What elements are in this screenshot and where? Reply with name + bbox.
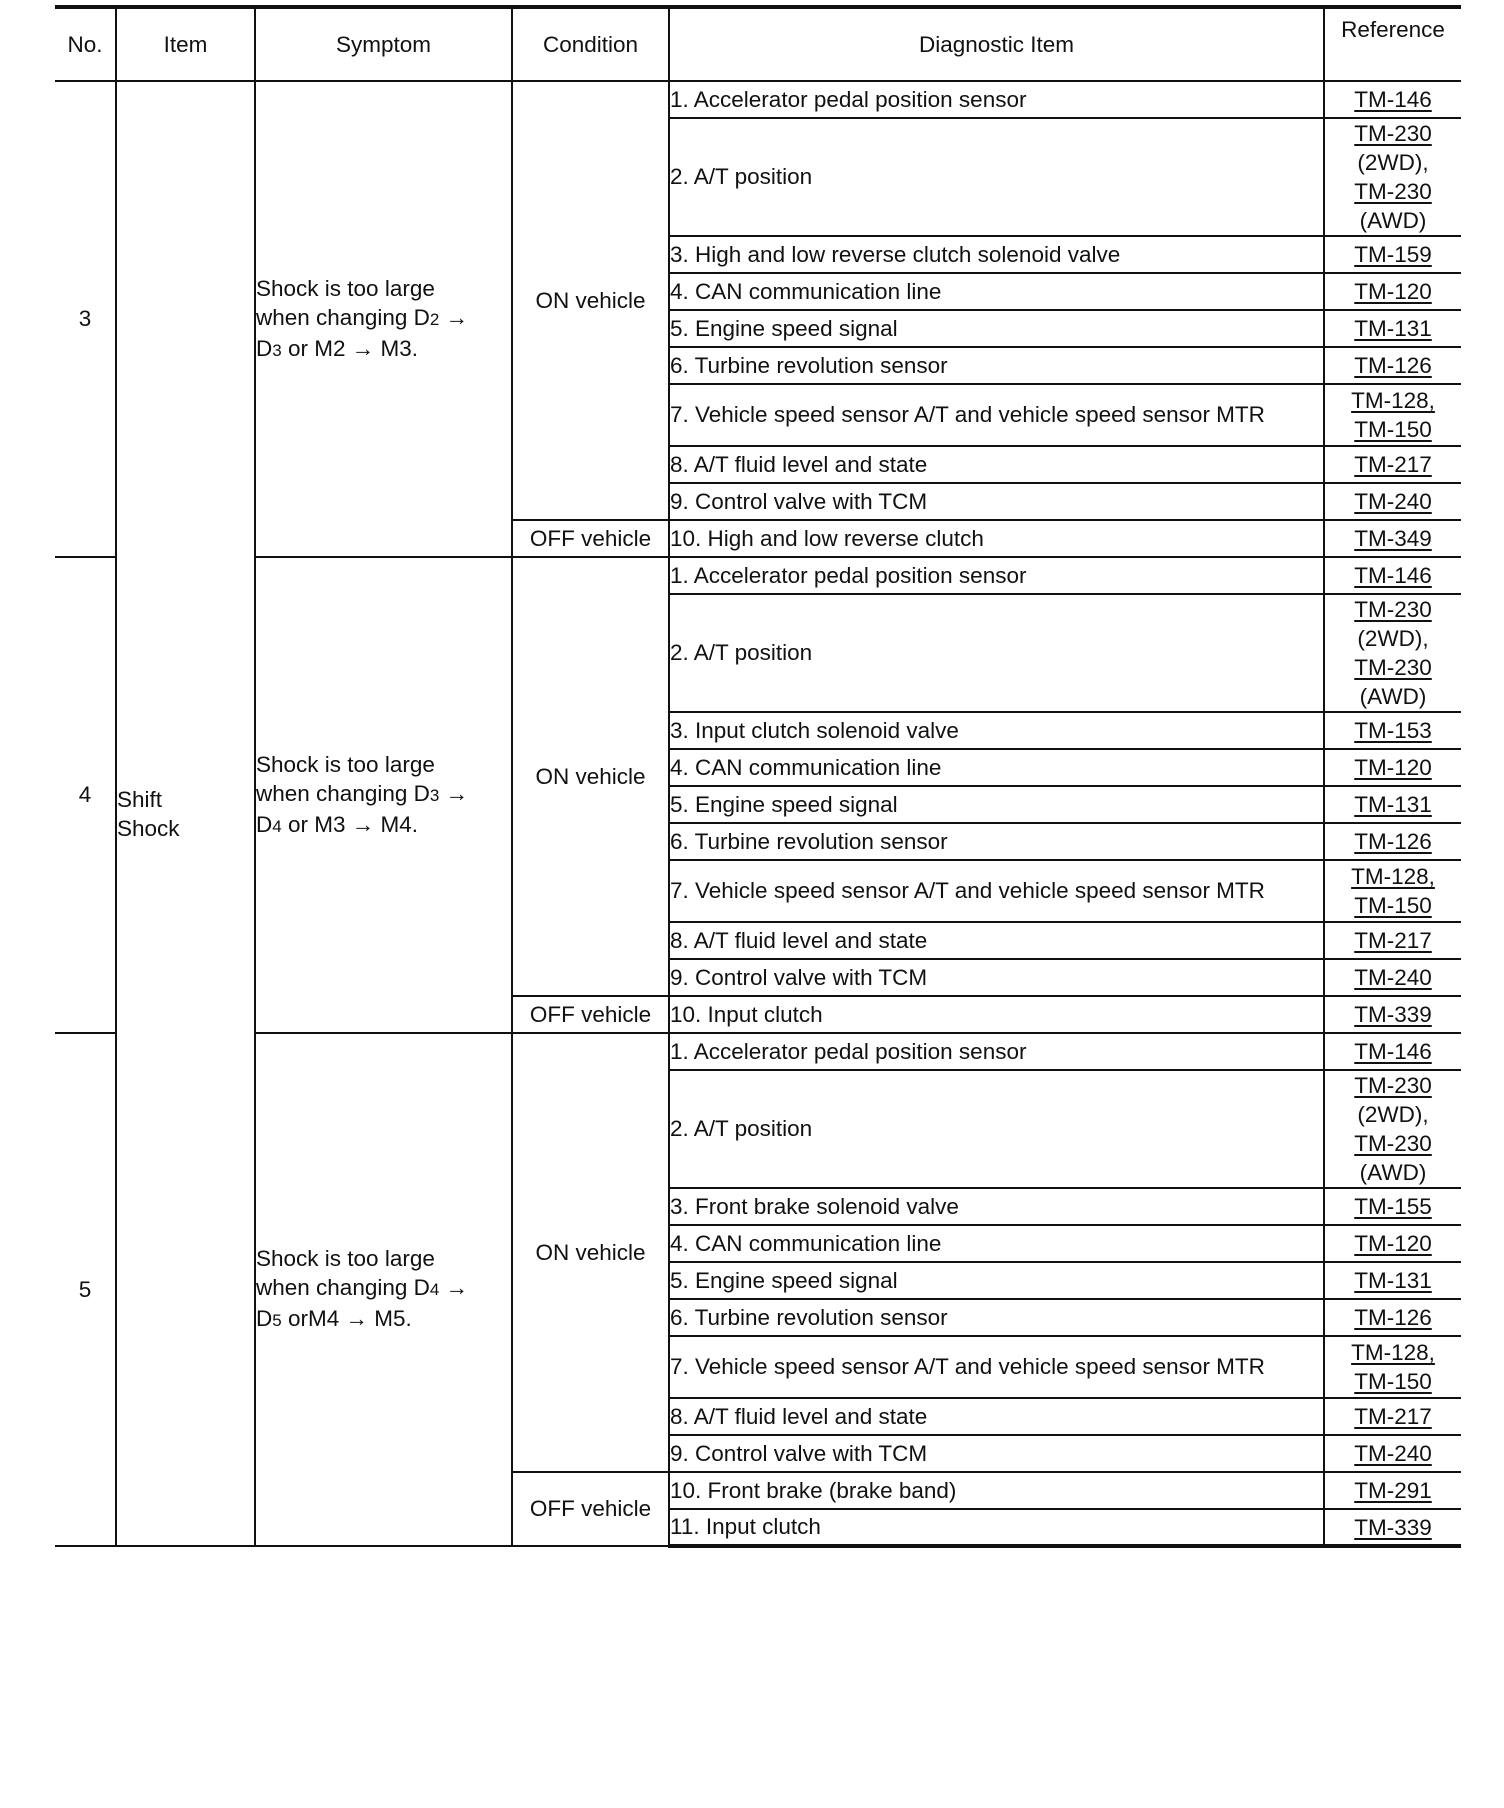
reference-cell (1324, 236, 1461, 273)
symptom-line: Shock is too large (256, 751, 435, 777)
diagnostic-item: 3. High and low reverse clutch solenoid valve (669, 236, 1324, 273)
diagnostic-item: 5. Engine speed signal (669, 1262, 1324, 1299)
diagnostic-item: 5. Engine speed signal (669, 786, 1324, 823)
reference-link[interactable]: TM-217 (1354, 1404, 1432, 1429)
reference-cell (1324, 1336, 1461, 1398)
diagnostic-item: 7. Vehicle speed sensor A/T and vehicle speed sensor MTR (669, 384, 1324, 446)
reference-link[interactable]: TM-126 (1354, 353, 1432, 378)
reference-cell (1324, 786, 1461, 823)
reference-cell (1324, 1225, 1461, 1262)
reference-cell (1324, 557, 1461, 594)
reference-cell (1324, 384, 1461, 446)
reference-cell (1324, 594, 1461, 712)
symptom-line (256, 334, 511, 365)
reference-cell (1324, 749, 1461, 786)
diagnostic-item: 1. Accelerator pedal position sensor (669, 557, 1324, 594)
reference-link[interactable]: TM-126 (1354, 1305, 1432, 1330)
table-row (55, 1033, 1461, 1070)
symptom-text: D (256, 1306, 273, 1331)
header-diagnostic-item: Diagnostic Item (669, 7, 1324, 81)
diagnostic-item: 2. A/T position (669, 1070, 1324, 1188)
reference-link[interactable]: TM-339 (1354, 1002, 1432, 1027)
reference-link[interactable]: TM-150 (1354, 1369, 1432, 1394)
diagnostic-item: 11. Input clutch (669, 1509, 1324, 1546)
reference-link[interactable]: TM-349 (1354, 526, 1432, 551)
reference-link[interactable]: TM-230 (1354, 179, 1432, 204)
reference-cell (1324, 1299, 1461, 1336)
symptom-text: when changing D (256, 1275, 430, 1300)
symptom-text: when changing D (256, 780, 430, 806)
reference-cell (1324, 520, 1461, 557)
symptom-text: D (256, 335, 273, 361)
symptom-text: orM4 → M5. (281, 1306, 412, 1331)
reference-cell (1324, 823, 1461, 860)
diagnostic-item: 7. Vehicle speed sensor A/T and vehicle speed sensor MTR (669, 1336, 1324, 1398)
diagnostic-item: 8. A/T fluid level and state (669, 1398, 1324, 1435)
gear-subscript: 3 (272, 340, 282, 360)
reference-cell (1324, 959, 1461, 996)
table-body (55, 81, 1461, 1546)
reference-link[interactable]: TM-217 (1354, 452, 1432, 477)
gear-subscript: 4 (429, 1280, 440, 1299)
reference-cell (1324, 1509, 1461, 1546)
reference-note: (AWD) (1359, 684, 1427, 709)
reference-link[interactable]: TM-120 (1354, 279, 1432, 304)
symptom-text: when changing D (256, 304, 430, 330)
reference-link[interactable]: TM-120 (1354, 1231, 1432, 1256)
diagnostic-item: 6. Turbine revolution sensor (669, 823, 1324, 860)
reference-cell (1324, 483, 1461, 520)
reference-link[interactable]: TM-131 (1354, 792, 1432, 817)
header-condition: Condition (512, 7, 669, 81)
reference-link[interactable]: TM-150 (1354, 893, 1432, 918)
reference-link[interactable]: TM-126 (1354, 829, 1432, 854)
row-number: 4 (55, 557, 116, 1033)
reference-link[interactable]: TM-153 (1354, 718, 1432, 743)
reference-cell (1324, 81, 1461, 118)
diagnostic-item: 5. Engine speed signal (669, 310, 1324, 347)
header-reference: Reference (1324, 7, 1461, 81)
gear-subscript: 3 (429, 785, 440, 805)
table-row (55, 81, 1461, 118)
diagnostic-item: 8. A/T fluid level and state (669, 922, 1324, 959)
condition-on-vehicle: ON vehicle (512, 557, 669, 996)
reference-link[interactable]: TM-240 (1354, 965, 1432, 990)
diagnostic-item: 1. Accelerator pedal position sensor (669, 1033, 1324, 1070)
reference-link[interactable]: TM-131 (1354, 1268, 1432, 1293)
reference-cell (1324, 1033, 1461, 1070)
diagnostic-item: 7. Vehicle speed sensor A/T and vehicle speed sensor MTR (669, 860, 1324, 922)
diagnostic-item: 9. Control valve with TCM (669, 483, 1324, 520)
symptom-text: → (439, 1275, 469, 1300)
diagnostic-item: 1. Accelerator pedal position sensor (669, 81, 1324, 118)
reference-link[interactable]: TM-146 (1354, 563, 1432, 588)
condition-on-vehicle: ON vehicle (512, 1033, 669, 1472)
diagnostic-table-sheet (55, 5, 1461, 1548)
item-label-line: Shock (117, 815, 180, 841)
reference-cell (1324, 118, 1461, 236)
symptom-line (256, 1304, 511, 1335)
reference-link[interactable]: TM-230 (1354, 1131, 1432, 1156)
symptom-text: → (439, 304, 469, 330)
diagnostic-item: 3. Front brake solenoid valve (669, 1188, 1324, 1225)
reference-note: (AWD) (1359, 208, 1427, 233)
condition-off-vehicle: OFF vehicle (512, 996, 669, 1033)
reference-cell (1324, 922, 1461, 959)
row-number: 5 (55, 1033, 116, 1546)
diagnostic-item: 9. Control valve with TCM (669, 959, 1324, 996)
diagnostic-item: 2. A/T position (669, 594, 1324, 712)
reference-note: (2WD), (1357, 626, 1429, 651)
reference-cell (1324, 860, 1461, 922)
gear-subscript: 2 (429, 309, 440, 329)
symptom-cell (255, 557, 512, 1033)
condition-off-vehicle: OFF vehicle (512, 520, 669, 557)
symptom-line: Shock is too large (256, 275, 435, 301)
reference-link[interactable]: TM-128, (1351, 388, 1435, 413)
reference-link[interactable]: TM-120 (1354, 755, 1432, 780)
symptom-line (256, 303, 511, 334)
diagnostic-item: 3. Input clutch solenoid valve (669, 712, 1324, 749)
reference-link[interactable]: TM-339 (1354, 1514, 1432, 1540)
diagnostic-item: 10. High and low reverse clutch (669, 520, 1324, 557)
reference-link[interactable]: TM-291 (1354, 1478, 1432, 1503)
symptom-text: D (256, 811, 273, 837)
reference-link[interactable]: TM-146 (1354, 1039, 1432, 1064)
reference-cell (1324, 1472, 1461, 1509)
reference-cell (1324, 996, 1461, 1033)
condition-off-vehicle: OFF vehicle (512, 1472, 669, 1546)
diagnostic-item: 10. Input clutch (669, 996, 1324, 1033)
symptom-line (256, 1273, 511, 1304)
reference-link[interactable]: TM-240 (1354, 1441, 1432, 1466)
symptom-line (256, 810, 511, 841)
reference-cell (1324, 1262, 1461, 1299)
symptom-text: → (439, 780, 469, 806)
reference-link[interactable]: TM-217 (1354, 928, 1432, 953)
symptom-text: or M2 → M3. (281, 335, 418, 361)
reference-link[interactable]: TM-159 (1354, 242, 1432, 267)
diagnostic-item: 4. CAN communication line (669, 749, 1324, 786)
reference-link[interactable]: TM-128, (1351, 864, 1435, 889)
reference-cell (1324, 273, 1461, 310)
gear-subscript: 4 (272, 816, 282, 836)
reference-link[interactable]: TM-230 (1354, 597, 1432, 622)
reference-cell (1324, 347, 1461, 384)
gear-subscript: 5 (272, 1311, 282, 1330)
reference-cell (1324, 310, 1461, 347)
diagnostic-item: 2. A/T position (669, 118, 1324, 236)
reference-note: (AWD) (1359, 1160, 1427, 1185)
condition-on-vehicle: ON vehicle (512, 81, 669, 520)
reference-link[interactable]: TM-230 (1354, 1073, 1432, 1098)
reference-link[interactable]: TM-146 (1354, 87, 1432, 112)
diagnostic-item: 6. Turbine revolution sensor (669, 347, 1324, 384)
reference-cell (1324, 1435, 1461, 1472)
reference-link[interactable]: TM-128, (1351, 1340, 1435, 1365)
symptom-cell (255, 1033, 512, 1546)
reference-cell (1324, 1070, 1461, 1188)
item-label-line: Shift (117, 786, 163, 812)
reference-note: (2WD), (1357, 150, 1429, 175)
table-row (55, 557, 1461, 594)
diagnostic-item: 6. Turbine revolution sensor (669, 1299, 1324, 1336)
reference-note: (2WD), (1357, 1102, 1429, 1127)
reference-link[interactable]: TM-230 (1354, 121, 1432, 146)
diagnostic-item: 4. CAN communication line (669, 273, 1324, 310)
header-item: Item (116, 7, 255, 81)
reference-cell (1324, 712, 1461, 749)
reference-cell (1324, 446, 1461, 483)
reference-link[interactable]: TM-155 (1354, 1194, 1432, 1219)
reference-cell (1324, 1188, 1461, 1225)
reference-link[interactable]: TM-230 (1354, 655, 1432, 680)
reference-cell (1324, 1398, 1461, 1435)
symptom-text: or M3 → M4. (281, 811, 418, 837)
header-no: No. (55, 7, 116, 81)
reference-link[interactable]: TM-240 (1354, 489, 1432, 514)
table-header-row (55, 7, 1461, 81)
symptom-cell (255, 81, 512, 557)
item-cell (116, 81, 255, 1546)
symptom-line: Shock is too large (256, 1246, 435, 1271)
reference-link[interactable]: TM-131 (1354, 316, 1432, 341)
diagnostic-item: 9. Control valve with TCM (669, 1435, 1324, 1472)
shift-shock-diagnostic-table (55, 5, 1461, 1548)
diagnostic-item: 10. Front brake (brake band) (669, 1472, 1324, 1509)
header-symptom: Symptom (255, 7, 512, 81)
reference-link[interactable]: TM-150 (1354, 417, 1432, 442)
diagnostic-item: 8. A/T fluid level and state (669, 446, 1324, 483)
symptom-line (256, 779, 511, 810)
diagnostic-item: 4. CAN communication line (669, 1225, 1324, 1262)
row-number: 3 (55, 81, 116, 557)
